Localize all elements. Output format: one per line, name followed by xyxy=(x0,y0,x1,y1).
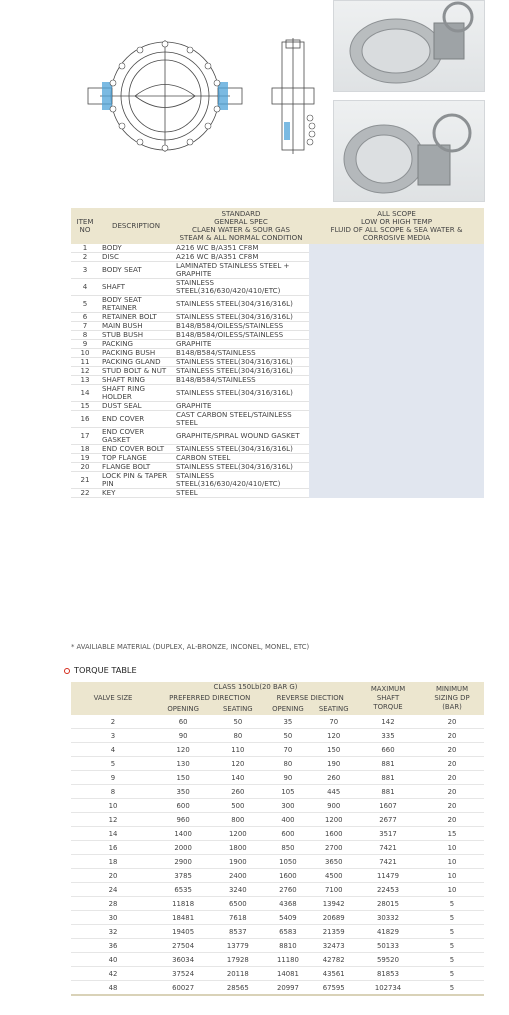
pref-seating: 260 xyxy=(211,785,264,799)
item-description: BODY SEAT xyxy=(99,262,173,279)
rev-opening: 850 xyxy=(264,841,311,855)
item-standard-spec: B148/B584/STAINLESS xyxy=(173,376,309,385)
valve-size: 20 xyxy=(71,869,155,883)
item-description: FLANGE BOLT xyxy=(99,463,173,472)
item-standard-spec: STAINLESS STEEL(304/316/316L) xyxy=(173,313,309,322)
pref-opening: 90 xyxy=(155,729,211,743)
item-no: 1 xyxy=(71,244,99,253)
rev-opening: 4368 xyxy=(264,897,311,911)
rev-opening: 1050 xyxy=(264,855,311,869)
min-sizing-dp: 5 xyxy=(420,953,484,967)
pref-opening: 60027 xyxy=(155,981,211,996)
pref-opening: 2900 xyxy=(155,855,211,869)
material-note: * AVAILIABLE MATERIAL (DUPLEX, AL-BRONZE, INCONEL, MONEL, ETC) xyxy=(71,643,310,651)
header-rev-seating: SEATING xyxy=(311,704,356,715)
table-row xyxy=(71,827,484,841)
item-description: PACKING GLAND xyxy=(99,358,173,367)
max-shaft-torque: 881 xyxy=(356,771,420,785)
item-standard-spec: LAMINATED STAINLESS STEEL + GRAPHITE xyxy=(173,262,309,279)
table-row xyxy=(71,855,484,869)
table-row xyxy=(71,715,484,729)
table-row xyxy=(71,813,484,827)
max-shaft-torque: 41829 xyxy=(356,925,420,939)
pref-opening: 27504 xyxy=(155,939,211,953)
pref-seating: 80 xyxy=(211,729,264,743)
max-shaft-torque: 660 xyxy=(356,743,420,757)
table-row xyxy=(71,911,484,925)
pref-seating: 3240 xyxy=(211,883,264,897)
item-no: 6 xyxy=(71,313,99,322)
item-description: SHAFT xyxy=(99,279,173,296)
rev-seating: 20689 xyxy=(311,911,356,925)
rev-opening: 35 xyxy=(264,715,311,729)
rev-opening: 80 xyxy=(264,757,311,771)
item-no: 16 xyxy=(71,411,99,428)
rev-seating: 43561 xyxy=(311,967,356,981)
item-description: END COVER GASKET xyxy=(99,428,173,445)
material-header-row xyxy=(71,208,484,244)
table-row xyxy=(71,729,484,743)
item-description: MAIN BUSH xyxy=(99,322,173,331)
item-description: DUST SEAL xyxy=(99,402,173,411)
valve-size: 24 xyxy=(71,883,155,897)
header-description: DESCRIPTION xyxy=(99,208,173,244)
valve-photo-bottom xyxy=(333,100,485,202)
item-no: 3 xyxy=(71,262,99,279)
item-description: BODY xyxy=(99,244,173,253)
item-no: 21 xyxy=(71,472,99,489)
max-shaft-torque: 81853 xyxy=(356,967,420,981)
item-standard-spec: GRAPHITE xyxy=(173,340,309,349)
valve-side-drawing xyxy=(268,38,320,154)
pref-seating: 6500 xyxy=(211,897,264,911)
valve-photo-top xyxy=(333,0,485,92)
header-valve-size: VALVE SIZE xyxy=(71,682,155,715)
item-description: BODY SEAT RETAINER xyxy=(99,296,173,313)
max-shaft-torque: 30332 xyxy=(356,911,420,925)
max-shaft-torque: 59520 xyxy=(356,953,420,967)
rev-opening: 5409 xyxy=(264,911,311,925)
item-no: 9 xyxy=(71,340,99,349)
rev-seating: 190 xyxy=(311,757,356,771)
min-sizing-dp: 10 xyxy=(420,883,484,897)
item-standard-spec: STAINLESS STEEL(304/316/316L) xyxy=(173,358,309,367)
pref-opening: 960 xyxy=(155,813,211,827)
pref-opening: 6535 xyxy=(155,883,211,897)
min-sizing-dp: 5 xyxy=(420,981,484,996)
pref-seating: 120 xyxy=(211,757,264,771)
rev-seating: 4500 xyxy=(311,869,356,883)
table-row xyxy=(71,925,484,939)
valve-size: 3 xyxy=(71,729,155,743)
min-sizing-dp: 10 xyxy=(420,855,484,869)
rev-seating: 42782 xyxy=(311,953,356,967)
table-row xyxy=(71,967,484,981)
torque-title-text: TORQUE TABLE xyxy=(74,665,137,675)
item-standard-spec: STAINLESS STEEL(316/630/420/410/ETC) xyxy=(173,472,309,489)
pref-seating: 1900 xyxy=(211,855,264,869)
item-description: PACKING xyxy=(99,340,173,349)
item-standard-spec: A216 WC B/A351 CF8M xyxy=(173,244,309,253)
torque-body xyxy=(71,715,484,995)
rev-seating: 70 xyxy=(311,715,356,729)
item-description: STUB BUSH xyxy=(99,331,173,340)
table-row xyxy=(71,981,484,996)
min-sizing-dp: 5 xyxy=(420,939,484,953)
min-sizing-dp: 10 xyxy=(420,841,484,855)
pref-seating: 1800 xyxy=(211,841,264,855)
table-row xyxy=(71,939,484,953)
item-description: KEY xyxy=(99,489,173,498)
pref-seating: 17928 xyxy=(211,953,264,967)
valve-size: 4 xyxy=(71,743,155,757)
max-shaft-torque: 335 xyxy=(356,729,420,743)
pref-opening: 150 xyxy=(155,771,211,785)
rev-seating: 260 xyxy=(311,771,356,785)
rev-seating: 1600 xyxy=(311,827,356,841)
valve-size: 40 xyxy=(71,953,155,967)
rev-seating: 21359 xyxy=(311,925,356,939)
pref-seating: 140 xyxy=(211,771,264,785)
min-sizing-dp: 5 xyxy=(420,967,484,981)
item-no: 8 xyxy=(71,331,99,340)
item-no: 18 xyxy=(71,445,99,454)
rev-opening: 90 xyxy=(264,771,311,785)
rev-opening: 20997 xyxy=(264,981,311,996)
header-max-shaft-torque: MAXIMUM SHAFT TORQUE xyxy=(356,682,420,715)
item-standard-spec: B148/B584/STAINLESS xyxy=(173,349,309,358)
valve-size: 10 xyxy=(71,799,155,813)
valve-size: 42 xyxy=(71,967,155,981)
item-standard-spec: STAINLESS STEEL(304/316/316L) xyxy=(173,463,309,472)
max-shaft-torque: 22453 xyxy=(356,883,420,897)
rev-opening: 70 xyxy=(264,743,311,757)
max-shaft-torque: 3517 xyxy=(356,827,420,841)
pref-opening: 3785 xyxy=(155,869,211,883)
item-no: 11 xyxy=(71,358,99,367)
rev-seating: 150 xyxy=(311,743,356,757)
header-pref-seating: SEATING xyxy=(211,704,264,715)
header-preferred: PREFERRED DIRECTION xyxy=(155,693,264,704)
max-shaft-torque: 11479 xyxy=(356,869,420,883)
table-row xyxy=(71,883,484,897)
rev-opening: 14081 xyxy=(264,967,311,981)
item-standard-spec: STAINLESS STEEL(304/316/316L) xyxy=(173,385,309,402)
max-shaft-torque: 7421 xyxy=(356,855,420,869)
max-shaft-torque: 881 xyxy=(356,757,420,771)
rev-seating: 67595 xyxy=(311,981,356,996)
item-description: TOP FLANGE xyxy=(99,454,173,463)
rev-seating: 1200 xyxy=(311,813,356,827)
item-standard-spec: GRAPHITE/SPIRAL WOUND GASKET xyxy=(173,428,309,445)
max-shaft-torque: 102734 xyxy=(356,981,420,996)
item-no: 22 xyxy=(71,489,99,498)
table-row xyxy=(71,785,484,799)
rev-opening: 2760 xyxy=(264,883,311,897)
rev-seating: 13942 xyxy=(311,897,356,911)
min-sizing-dp: 20 xyxy=(420,729,484,743)
min-sizing-dp: 20 xyxy=(420,785,484,799)
min-sizing-dp: 20 xyxy=(420,743,484,757)
rev-seating: 32473 xyxy=(311,939,356,953)
pref-seating: 800 xyxy=(211,813,264,827)
item-description: DISC xyxy=(99,253,173,262)
min-sizing-dp: 20 xyxy=(420,813,484,827)
table-row xyxy=(71,757,484,771)
rev-opening: 1600 xyxy=(264,869,311,883)
rev-opening: 8810 xyxy=(264,939,311,953)
table-row xyxy=(71,953,484,967)
item-no: 5 xyxy=(71,296,99,313)
header-pref-opening: OPENING xyxy=(155,704,211,715)
item-standard-spec: STAINLESS STEEL(316/630/420/410/ETC) xyxy=(173,279,309,296)
item-description: STUD BOLT & NUT xyxy=(99,367,173,376)
pref-seating: 1200 xyxy=(211,827,264,841)
torque-table xyxy=(71,682,484,996)
item-description: LOCK PIN & TAPER PIN xyxy=(99,472,173,489)
item-standard-spec: STEEL xyxy=(173,489,309,498)
pref-seating: 50 xyxy=(211,715,264,729)
torque-table-title xyxy=(64,665,137,675)
pref-seating: 13779 xyxy=(211,939,264,953)
rev-seating: 7100 xyxy=(311,883,356,897)
material-body xyxy=(71,244,484,498)
valve-size: 2 xyxy=(71,715,155,729)
valve-size: 30 xyxy=(71,911,155,925)
min-sizing-dp: 10 xyxy=(420,869,484,883)
pref-opening: 11818 xyxy=(155,897,211,911)
item-standard-spec: B148/B584/OILESS/STAINLESS xyxy=(173,322,309,331)
valve-figures xyxy=(0,0,509,206)
item-standard-spec: STAINLESS STEEL(304/316/316L) xyxy=(173,445,309,454)
item-description: SHAFT RING xyxy=(99,376,173,385)
item-no: 4 xyxy=(71,279,99,296)
valve-size: 48 xyxy=(71,981,155,996)
pref-opening: 120 xyxy=(155,743,211,757)
item-no: 12 xyxy=(71,367,99,376)
valve-size: 8 xyxy=(71,785,155,799)
max-shaft-torque: 28015 xyxy=(356,897,420,911)
valve-size: 28 xyxy=(71,897,155,911)
pref-seating: 110 xyxy=(211,743,264,757)
item-no: 15 xyxy=(71,402,99,411)
table-row xyxy=(71,897,484,911)
valve-size: 9 xyxy=(71,771,155,785)
pref-opening: 130 xyxy=(155,757,211,771)
table-row xyxy=(71,869,484,883)
pref-opening: 37524 xyxy=(155,967,211,981)
item-no: 19 xyxy=(71,454,99,463)
item-no: 7 xyxy=(71,322,99,331)
max-shaft-torque: 2677 xyxy=(356,813,420,827)
valve-size: 32 xyxy=(71,925,155,939)
pref-opening: 18481 xyxy=(155,911,211,925)
item-description: RETAINER BOLT xyxy=(99,313,173,322)
valve-front-drawing xyxy=(80,38,250,154)
rev-seating: 900 xyxy=(311,799,356,813)
rev-opening: 6583 xyxy=(264,925,311,939)
max-shaft-torque: 7421 xyxy=(356,841,420,855)
pref-opening: 2000 xyxy=(155,841,211,855)
item-no: 14 xyxy=(71,385,99,402)
item-standard-spec: STAINLESS STEEL(304/316/316L) xyxy=(173,296,309,313)
table-row xyxy=(71,841,484,855)
table-row xyxy=(71,244,484,253)
item-description: SHAFT RING HOLDER xyxy=(99,385,173,402)
valve-size: 12 xyxy=(71,813,155,827)
item-standard-spec: CAST CARBON STEEL/STAINLESS STEEL xyxy=(173,411,309,428)
valve-size: 5 xyxy=(71,757,155,771)
max-shaft-torque: 1607 xyxy=(356,799,420,813)
header-rev-opening: OPENING xyxy=(264,704,311,715)
min-sizing-dp: 20 xyxy=(420,799,484,813)
item-description: END COVER xyxy=(99,411,173,428)
item-no: 17 xyxy=(71,428,99,445)
rev-seating: 445 xyxy=(311,785,356,799)
max-shaft-torque: 142 xyxy=(356,715,420,729)
min-sizing-dp: 20 xyxy=(420,715,484,729)
min-sizing-dp: 5 xyxy=(420,897,484,911)
rev-opening: 105 xyxy=(264,785,311,799)
rev-seating: 3650 xyxy=(311,855,356,869)
all-scope-value xyxy=(309,244,484,498)
pref-opening: 350 xyxy=(155,785,211,799)
min-sizing-dp: 5 xyxy=(420,911,484,925)
rev-opening: 50 xyxy=(264,729,311,743)
item-no: 13 xyxy=(71,376,99,385)
table-row xyxy=(71,771,484,785)
min-sizing-dp: 5 xyxy=(420,925,484,939)
pref-opening: 1400 xyxy=(155,827,211,841)
item-no: 10 xyxy=(71,349,99,358)
header-reverse: REVERSE DIECTION xyxy=(264,693,356,704)
min-sizing-dp: 20 xyxy=(420,771,484,785)
pref-opening: 600 xyxy=(155,799,211,813)
rev-opening: 11180 xyxy=(264,953,311,967)
min-sizing-dp: 20 xyxy=(420,757,484,771)
item-standard-spec: CARBON STEEL xyxy=(173,454,309,463)
header-item-no: ITEM NO xyxy=(71,208,99,244)
pref-seating: 28565 xyxy=(211,981,264,996)
item-no: 20 xyxy=(71,463,99,472)
pref-seating: 500 xyxy=(211,799,264,813)
rev-opening: 400 xyxy=(264,813,311,827)
item-no: 2 xyxy=(71,253,99,262)
pref-seating: 7618 xyxy=(211,911,264,925)
pref-seating: 2400 xyxy=(211,869,264,883)
item-description: PACKING BUSH xyxy=(99,349,173,358)
table-row xyxy=(71,799,484,813)
header-min-sizing-dp: MINIMUM SIZING DP (BAR) xyxy=(420,682,484,715)
max-shaft-torque: 881 xyxy=(356,785,420,799)
header-all-scope: ALL SCOPE LOW OR HIGH TEMP FLUID OF ALL SCOPE & SEA WATER & CORROSIVE MEDIA xyxy=(309,208,484,244)
valve-size: 18 xyxy=(71,855,155,869)
max-shaft-torque: 50133 xyxy=(356,939,420,953)
material-table xyxy=(71,208,484,498)
rev-opening: 300 xyxy=(264,799,311,813)
header-standard: STANDARD GENERAL SPEC CLAEN WATER & SOUR GAS STEAM & ALL NORMAL CONDITION xyxy=(173,208,309,244)
header-class: CLASS 150Lb(20 BAR G) xyxy=(155,682,356,693)
rev-seating: 120 xyxy=(311,729,356,743)
bullet-icon xyxy=(64,668,70,674)
rev-opening: 600 xyxy=(264,827,311,841)
rev-seating: 2700 xyxy=(311,841,356,855)
table-row xyxy=(71,743,484,757)
pref-opening: 36034 xyxy=(155,953,211,967)
valve-size: 14 xyxy=(71,827,155,841)
pref-seating: 20118 xyxy=(211,967,264,981)
valve-size: 16 xyxy=(71,841,155,855)
item-description: END COVER BOLT xyxy=(99,445,173,454)
min-sizing-dp: 15 xyxy=(420,827,484,841)
pref-seating: 8537 xyxy=(211,925,264,939)
valve-size: 36 xyxy=(71,939,155,953)
item-standard-spec: STAINLESS STEEL(304/316/316L) xyxy=(173,367,309,376)
item-standard-spec: B148/B584/OILESS/STAINLESS xyxy=(173,331,309,340)
pref-opening: 19405 xyxy=(155,925,211,939)
item-standard-spec: GRAPHITE xyxy=(173,402,309,411)
item-standard-spec: A216 WC B/A351 CF8M xyxy=(173,253,309,262)
pref-opening: 60 xyxy=(155,715,211,729)
